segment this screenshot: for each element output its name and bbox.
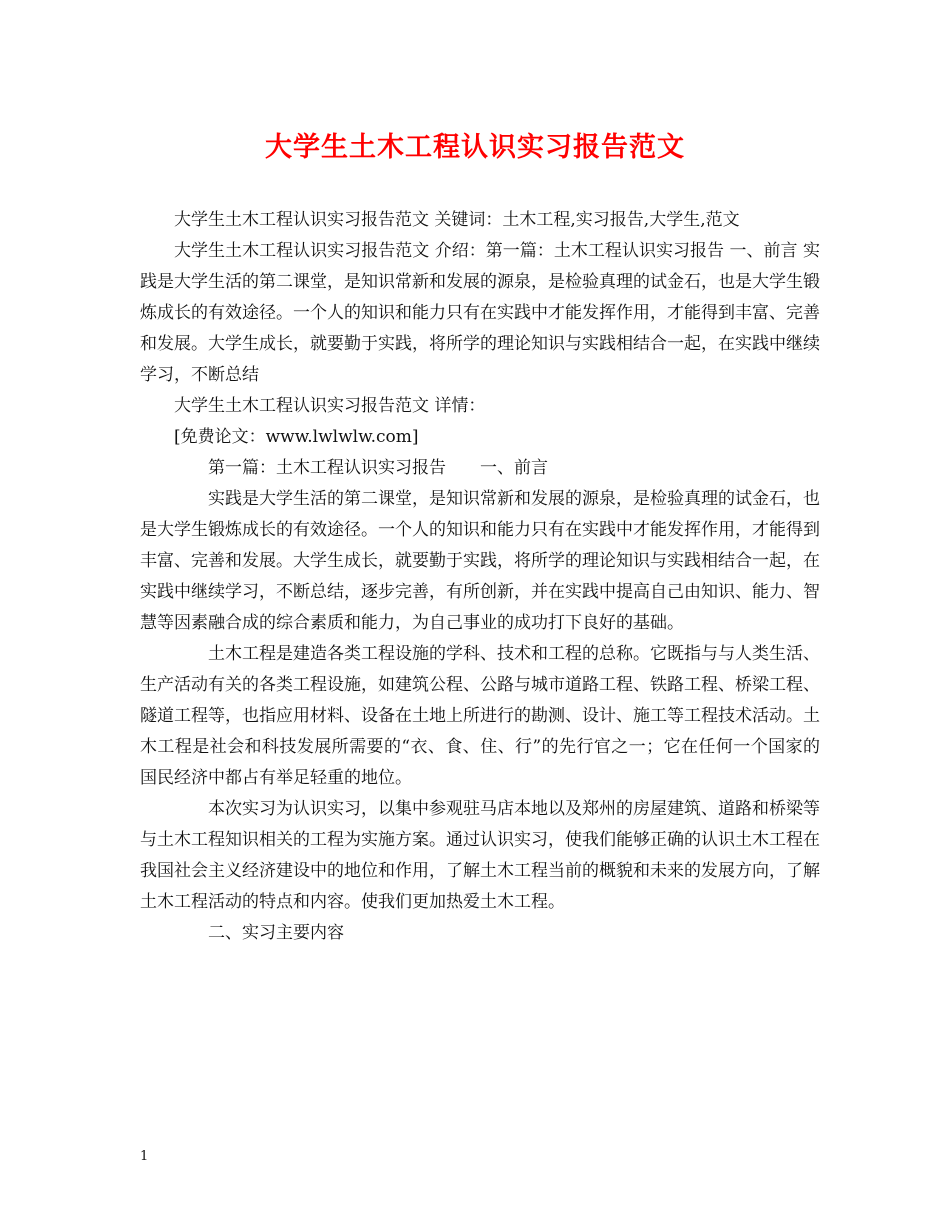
document-title: 大学生土木工程认识实习报告范文 [265, 132, 685, 163]
keywords-paragraph: 大学生土木工程认识实习报告范文 关键词：土木工程,实习报告,大学生,范文 [174, 210, 740, 230]
page-number: 1 [140, 1149, 149, 1164]
section-heading-main-content: 二、实习主要内容 [208, 923, 344, 943]
body-paragraph: 实践是大学生活的第二课堂，是知识常新和发展的源泉，是检验真理的试金石，也是大学生锻炼成长的有效途径。一个人的知识和能力只有在实践中才能发挥作用，才能得到丰富、完善和发展。大学生成长，就要勤于实践，将所学的理论知识与实践相结合一起，在实践中继续学习，不断总结，逐步完善，有所创新，并在实践中提高自己由知识、能力、智慧等因素融合成的综合素质和能力，为自己事业的成功打下良好的基础。 [140, 489, 820, 633]
body-paragraph: 本次实习为认识实习，以集中参观驻马店本地以及郑州的房屋建筑、道路和桥梁等与土木工程知识相关的工程为实施方案。通过认识实习，使我们能够正确的认识土木工程在我国社会主义经济建设中的地位和作用，了解土木工程当前的概貌和未来的发展方向，了解土木工程活动的特点和内容。使我们更加热爱土木工程。 [140, 799, 820, 912]
section-heading-preface: 第一篇：土木工程认识实习报告 一、前言 [208, 458, 548, 478]
introduction-paragraph: 大学生土木工程认识实习报告范文 介绍：第一篇：土木工程认识实习报告 一、前言 实践是大学生活的第二课堂，是知识常新和发展的源泉，是检验真理的试金石，也是大学生锻炼成长的有效途径。一个人的知识和能力只有在实践中才能发挥作用，才能得到丰富、完善和发展。大学生成长，就要勤于实践，将所学的理论知识与实践相结合一起，在实践中继续学习，不断总结 [140, 241, 820, 385]
document-body [140, 205, 820, 949]
details-label: 大学生土木工程认识实习报告范文 详情： [174, 396, 486, 416]
body-paragraph: 土木工程是建造各类工程设施的学科、技术和工程的总称。它既指与与人类生活、生产活动有关的各类工程设施，如建筑公程、公路与城市道路工程、铁路工程、桥梁工程、隧道工程等，也指应用材料、设备在土地上所进行的勘测、设计、施工等工程技术活动。土木工程是社会和科技发展所需要的“衣、食、住、行”的先行官之一；它在任何一个国家的国民经济中都占有举足轻重的地位。 [140, 644, 820, 788]
source-link-text: [免费论文：www.lwlwlw.com] [174, 427, 419, 447]
